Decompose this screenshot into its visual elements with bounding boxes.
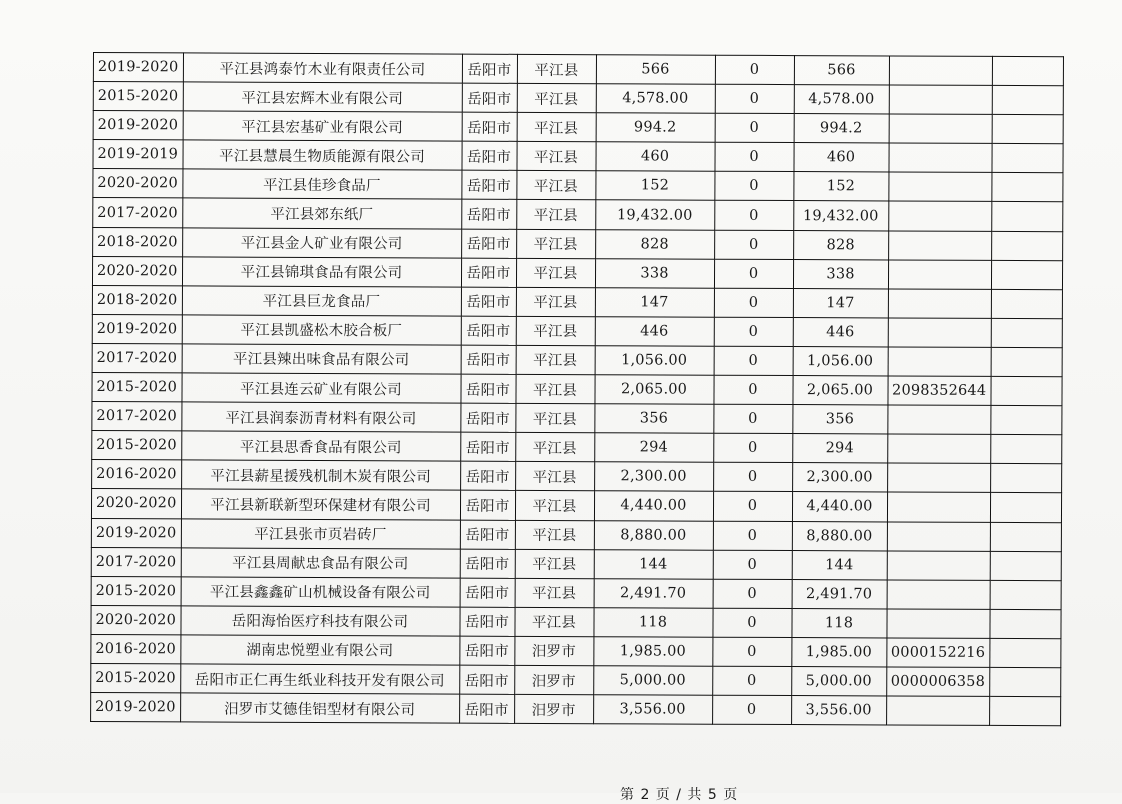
- amount-b-cell: 0: [715, 84, 794, 113]
- amount-c-cell: 566: [794, 56, 889, 86]
- amount-a-cell: 118: [593, 607, 712, 637]
- amount-c-cell: 4,578.00: [794, 85, 889, 115]
- amount-c-cell: 994.2: [794, 114, 889, 144]
- amount-a-cell: 5,000.00: [593, 666, 712, 696]
- company-name-cell: 岳阳市正仁再生纸业科技开发有限公司: [180, 664, 459, 694]
- code-cell: [889, 56, 992, 86]
- amount-a-cell: 147: [595, 287, 714, 317]
- amount-c-cell: 1,056.00: [793, 346, 888, 376]
- extra-cell: [992, 115, 1063, 144]
- extra-cell: [990, 464, 1061, 493]
- county-cell: 平江县: [515, 433, 594, 462]
- code-cell: [888, 172, 991, 202]
- amount-a-cell: 1,985.00: [593, 637, 712, 667]
- table-row: [93, 53, 1063, 86]
- table-row: [93, 198, 1063, 231]
- table-row: [92, 460, 1062, 493]
- amount-a-cell: 2,065.00: [594, 375, 713, 405]
- city-cell: 岳阳市: [459, 607, 514, 636]
- amount-c-cell: 5,000.00: [791, 667, 886, 697]
- city-cell: 岳阳市: [462, 141, 517, 170]
- code-cell: [886, 609, 989, 639]
- company-name-cell: 平江县张市页岩砖厂: [181, 518, 460, 548]
- year-cell: 2019-2020: [91, 693, 181, 722]
- company-name-cell: 平江县锦琪食品有限公司: [182, 257, 461, 287]
- amount-c-cell: 1,985.00: [791, 637, 886, 667]
- table-row: [91, 634, 1061, 667]
- amount-a-cell: 3,556.00: [593, 695, 712, 725]
- amount-a-cell: 4,440.00: [594, 491, 713, 521]
- code-cell: [887, 551, 990, 581]
- year-cell: 2020-2020: [92, 256, 182, 285]
- year-cell: 2017-2020: [93, 198, 183, 227]
- amount-c-cell: 338: [793, 259, 888, 289]
- amount-b-cell: 0: [712, 608, 791, 637]
- company-name-cell: 平江县辣出味食品有限公司: [182, 344, 461, 374]
- county-cell: 平江县: [516, 345, 595, 374]
- table-row: [93, 140, 1063, 173]
- amount-a-cell: 19,432.00: [595, 200, 714, 230]
- company-name-cell: 汨罗市艾德佳铝型材有限公司: [180, 693, 459, 723]
- amount-c-cell: 152: [793, 172, 888, 202]
- code-cell: [888, 143, 991, 173]
- amount-b-cell: 0: [713, 492, 792, 521]
- city-cell: 岳阳市: [461, 200, 516, 229]
- amount-b-cell: 0: [714, 230, 793, 259]
- table-row: [93, 111, 1063, 144]
- code-cell: [888, 260, 991, 290]
- amount-b-cell: 0: [713, 579, 792, 608]
- amount-b-cell: 0: [714, 259, 793, 288]
- amount-a-cell: 152: [595, 171, 714, 201]
- county-cell: 平江县: [515, 549, 594, 578]
- extra-cell: [989, 667, 1060, 696]
- amount-b-cell: 0: [714, 317, 793, 346]
- code-cell: [887, 521, 990, 551]
- company-name-cell: 平江县薪星援残机制木炭有限公司: [181, 460, 460, 490]
- table-row: [92, 256, 1062, 289]
- company-name-cell: 平江县凯盛松木胶合板厂: [182, 315, 461, 345]
- extra-cell: [991, 347, 1062, 376]
- extra-cell: [990, 435, 1061, 464]
- amount-c-cell: 3,556.00: [791, 696, 886, 726]
- company-name-cell: 平江县佳珍食品厂: [182, 169, 461, 199]
- code-cell: [888, 318, 991, 348]
- code-cell: 0000152216: [886, 638, 989, 668]
- county-cell: 平江县: [516, 229, 595, 258]
- amount-b-cell: 0: [714, 142, 793, 171]
- city-cell: 岳阳市: [462, 54, 517, 83]
- amount-c-cell: 828: [793, 230, 888, 260]
- company-name-cell: 平江县慧晨生物质能源有限公司: [183, 140, 462, 170]
- amount-a-cell: 2,491.70: [594, 578, 713, 608]
- code-cell: [888, 347, 991, 377]
- company-name-cell: 平江县新联新型环保建材有限公司: [181, 489, 460, 519]
- county-cell: 平江县: [515, 491, 594, 520]
- amount-b-cell: 0: [713, 404, 792, 433]
- amount-a-cell: 4,578.00: [596, 84, 715, 114]
- amount-a-cell: 1,056.00: [595, 346, 714, 376]
- year-cell: 2015-2020: [91, 576, 181, 605]
- city-cell: 岳阳市: [460, 520, 515, 549]
- code-cell: [889, 85, 992, 115]
- extra-cell: [992, 144, 1063, 173]
- amount-b-cell: 0: [713, 375, 792, 404]
- amount-b-cell: 0: [713, 433, 792, 462]
- year-cell: 2019-2020: [92, 314, 182, 343]
- year-cell: 2017-2020: [92, 343, 182, 372]
- county-cell: 平江县: [516, 171, 595, 200]
- amount-b-cell: 0: [713, 550, 792, 579]
- table-row: [92, 314, 1062, 347]
- year-cell: 2016-2020: [92, 460, 182, 489]
- year-cell: 2019-2019: [93, 140, 183, 169]
- county-cell: 平江县: [516, 258, 595, 287]
- company-name-cell: 岳阳海怡医疗科技有限公司: [180, 606, 459, 636]
- city-cell: 岳阳市: [461, 316, 516, 345]
- city-cell: 岳阳市: [462, 112, 517, 141]
- county-cell: 平江县: [515, 578, 594, 607]
- company-name-cell: 平江县鸿泰竹木业有限责任公司: [183, 53, 462, 83]
- table-row: [91, 693, 1061, 726]
- amount-c-cell: 294: [792, 434, 887, 464]
- table-row: [93, 227, 1063, 260]
- extra-cell: [990, 551, 1061, 580]
- company-name-cell: 湖南忠悦塑业有限公司: [180, 635, 459, 665]
- extra-cell: [992, 202, 1063, 231]
- year-cell: 2020-2020: [91, 489, 181, 518]
- city-cell: 岳阳市: [460, 432, 515, 461]
- extra-cell: [990, 580, 1061, 609]
- company-name-cell: 平江县郊东纸厂: [182, 198, 461, 228]
- amount-c-cell: 144: [792, 550, 887, 580]
- city-cell: 岳阳市: [460, 403, 515, 432]
- city-cell: 岳阳市: [462, 83, 517, 112]
- extra-cell: [990, 609, 1061, 638]
- county-cell: 平江县: [515, 374, 594, 403]
- code-cell: 2098352644: [887, 376, 990, 406]
- company-name-cell: 平江县周献忠食品有限公司: [181, 547, 460, 577]
- amount-a-cell: 446: [595, 317, 714, 347]
- city-cell: 岳阳市: [461, 345, 516, 374]
- amount-a-cell: 2,300.00: [594, 462, 713, 492]
- enterprise-table: [90, 52, 1064, 726]
- table-row: [91, 663, 1061, 696]
- page-number: 第 2 页 / 共 5 页: [620, 787, 739, 803]
- city-cell: 岳阳市: [460, 491, 515, 520]
- company-name-cell: 平江县思香食品有限公司: [181, 431, 460, 461]
- amount-a-cell: 566: [596, 55, 715, 85]
- county-cell: 平江县: [517, 142, 596, 171]
- amount-b-cell: 0: [714, 288, 793, 317]
- table-row: [92, 402, 1062, 435]
- table-row: [93, 82, 1063, 115]
- code-cell: [888, 231, 991, 261]
- amount-b-cell: 0: [712, 666, 791, 695]
- year-cell: 2019-2020: [93, 53, 183, 82]
- year-cell: 2015-2020: [92, 373, 182, 402]
- amount-a-cell: 144: [594, 549, 713, 579]
- company-name-cell: 平江县鑫鑫矿山机械设备有限公司: [181, 577, 460, 607]
- county-cell: 汨罗市: [514, 636, 593, 665]
- year-cell: 2018-2020: [93, 227, 183, 256]
- year-cell: 2018-2020: [92, 285, 182, 314]
- table-row: [92, 343, 1062, 376]
- extra-cell: [990, 638, 1061, 667]
- city-cell: 岳阳市: [460, 578, 515, 607]
- amount-c-cell: 2,491.70: [792, 579, 887, 609]
- year-cell: 2020-2020: [93, 169, 183, 198]
- extra-cell: [991, 376, 1062, 405]
- county-cell: 平江县: [517, 54, 596, 83]
- year-cell: 2015-2020: [93, 82, 183, 111]
- city-cell: 岳阳市: [461, 229, 516, 258]
- code-cell: [886, 696, 989, 726]
- amount-a-cell: 460: [596, 142, 715, 172]
- extra-cell: [992, 173, 1063, 202]
- city-cell: 岳阳市: [461, 258, 516, 287]
- table-row: [92, 373, 1062, 406]
- amount-c-cell: 147: [793, 288, 888, 318]
- amount-b-cell: 0: [714, 172, 793, 201]
- amount-a-cell: 294: [594, 433, 713, 463]
- county-cell: 平江县: [517, 113, 596, 142]
- city-cell: 岳阳市: [459, 665, 514, 694]
- table-row: [91, 518, 1061, 551]
- company-name-cell: 平江县连云矿业有限公司: [181, 373, 460, 403]
- table-row: [92, 431, 1062, 464]
- code-cell: [887, 580, 990, 610]
- amount-a-cell: 994.2: [596, 113, 715, 143]
- code-cell: [887, 434, 990, 464]
- code-cell: [889, 114, 992, 144]
- amount-b-cell: 0: [714, 346, 793, 375]
- city-cell: 岳阳市: [461, 170, 516, 199]
- year-cell: 2016-2020: [91, 634, 181, 663]
- amount-b-cell: 0: [713, 521, 792, 550]
- year-cell: 2019-2020: [93, 111, 183, 140]
- city-cell: 岳阳市: [459, 694, 514, 723]
- extra-cell: [990, 522, 1061, 551]
- extra-cell: [992, 86, 1063, 115]
- city-cell: 岳阳市: [459, 636, 514, 665]
- company-name-cell: 平江县宏基矿业有限公司: [183, 111, 462, 141]
- amount-c-cell: 2,300.00: [792, 463, 887, 493]
- extra-cell: [991, 318, 1062, 347]
- company-name-cell: 平江县润泰沥青材料有限公司: [181, 402, 460, 432]
- company-name-cell: 平江县金人矿业有限公司: [182, 227, 461, 257]
- table-row: [91, 605, 1061, 638]
- code-cell: 0000006358: [886, 667, 989, 697]
- amount-a-cell: 828: [595, 229, 714, 259]
- amount-c-cell: 356: [792, 405, 887, 435]
- amount-c-cell: 4,440.00: [792, 492, 887, 522]
- amount-c-cell: 19,432.00: [793, 201, 888, 231]
- amount-b-cell: 0: [713, 463, 792, 492]
- county-cell: 平江县: [517, 83, 596, 112]
- extra-cell: [991, 260, 1062, 289]
- amount-b-cell: 0: [715, 55, 794, 84]
- county-cell: 平江县: [515, 403, 594, 432]
- code-cell: [888, 201, 991, 231]
- year-cell: 2019-2020: [91, 518, 181, 547]
- amount-c-cell: 446: [793, 317, 888, 347]
- amount-b-cell: 0: [712, 637, 791, 666]
- table-row: [93, 169, 1063, 202]
- amount-c-cell: 8,880.00: [792, 521, 887, 551]
- county-cell: 汨罗市: [514, 694, 593, 723]
- amount-b-cell: 0: [714, 201, 793, 230]
- year-cell: 2020-2020: [91, 605, 181, 634]
- city-cell: 岳阳市: [461, 287, 516, 316]
- table-row: [91, 489, 1061, 522]
- county-cell: 汨罗市: [514, 665, 593, 694]
- amount-c-cell: 118: [791, 608, 886, 638]
- amount-a-cell: 338: [595, 258, 714, 288]
- amount-a-cell: 356: [594, 404, 713, 434]
- table-row: [91, 576, 1061, 609]
- extra-cell: [989, 696, 1060, 725]
- county-cell: 平江县: [515, 520, 594, 549]
- county-cell: 平江县: [516, 200, 595, 229]
- table-row: [92, 285, 1062, 318]
- extra-cell: [991, 231, 1062, 260]
- county-cell: 平江县: [516, 316, 595, 345]
- company-name-cell: 平江县宏辉木业有限公司: [183, 82, 462, 112]
- amount-a-cell: 8,880.00: [594, 520, 713, 550]
- extra-cell: [991, 289, 1062, 318]
- year-cell: 2017-2020: [92, 402, 182, 431]
- county-cell: 平江县: [514, 607, 593, 636]
- county-cell: 平江县: [516, 287, 595, 316]
- amount-b-cell: 0: [712, 695, 791, 724]
- code-cell: [887, 492, 990, 522]
- city-cell: 岳阳市: [460, 461, 515, 490]
- extra-cell: [991, 406, 1062, 435]
- amount-b-cell: 0: [715, 113, 794, 142]
- amount-c-cell: 2,065.00: [792, 376, 887, 406]
- code-cell: [887, 463, 990, 493]
- city-cell: 岳阳市: [460, 374, 515, 403]
- company-name-cell: 平江县巨龙食品厂: [182, 286, 461, 316]
- year-cell: 2017-2020: [91, 547, 181, 576]
- code-cell: [888, 289, 991, 319]
- year-cell: 2015-2020: [92, 431, 182, 460]
- code-cell: [887, 405, 990, 435]
- extra-cell: [990, 493, 1061, 522]
- extra-cell: [992, 56, 1063, 85]
- table-row: [91, 547, 1061, 580]
- city-cell: 岳阳市: [460, 549, 515, 578]
- year-cell: 2015-2020: [91, 663, 181, 692]
- amount-c-cell: 460: [793, 143, 888, 173]
- county-cell: 平江县: [515, 462, 594, 491]
